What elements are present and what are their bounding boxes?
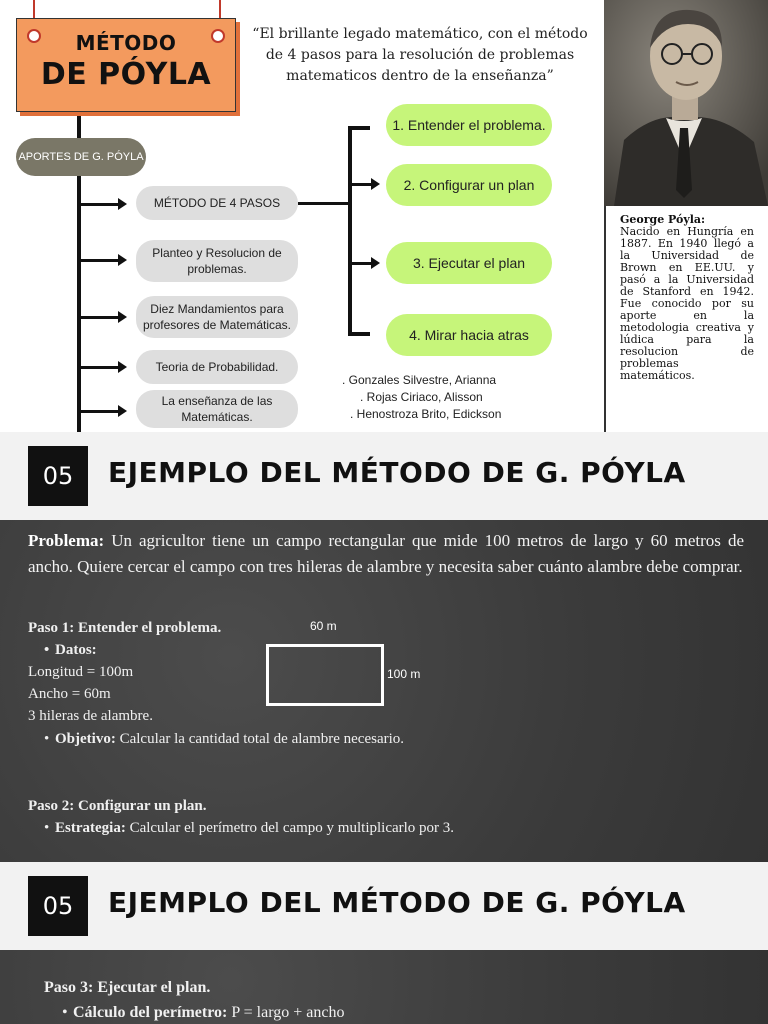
concept-map: [0, 0, 768, 432]
title-line-1: MÉTODO: [75, 31, 177, 55]
steps-bracket: [348, 126, 352, 336]
estrategia-line: [44, 817, 454, 839]
connector-line: [298, 202, 350, 205]
section-header: [0, 432, 768, 520]
objetivo-line: [44, 728, 404, 750]
step-4: 4. Mirar hacia atras: [386, 314, 552, 356]
arrow-icon: [81, 203, 121, 206]
item-probabilidad: Teoria de Probabilidad.: [136, 350, 298, 384]
section-number: 05: [28, 446, 88, 506]
diagram-width-label: 60 m: [310, 619, 337, 633]
bio-name: George Póyla:: [620, 213, 706, 226]
portrait-photo: [604, 0, 768, 206]
title-card: [16, 18, 236, 112]
datos-label: • Datos:: [44, 639, 97, 661]
arrow-icon: [81, 259, 121, 262]
objetivo-label: Objetivo:: [55, 731, 116, 747]
portrait-illustration: [604, 0, 768, 206]
section-title: EJEMPLO DEL MÉTODO DE G. PÓYLA: [108, 886, 686, 919]
step-1: 1. Entender el problema.: [386, 104, 552, 146]
ancho-value: Ancho = 60m: [28, 686, 111, 702]
diagram-length-label: 100 m: [387, 667, 421, 681]
calculo-line: [62, 1002, 344, 1024]
step-3: 3. Ejecutar el plan: [386, 242, 552, 284]
estrategia-text: Calcular el perímetro del campo y multiplicarlo por 3.: [125, 820, 455, 836]
pin-icon: [211, 29, 225, 43]
arrow-icon: [352, 262, 374, 265]
chalkboard-1: [0, 520, 768, 862]
step-2: 2. Configurar un plan: [386, 164, 552, 206]
arrow-icon: [81, 316, 121, 319]
section-header: [0, 862, 768, 950]
aportes-pill: APORTES DE G. PÓYLA: [16, 138, 146, 176]
chalkboard-2: [0, 950, 768, 1024]
calculo-label: Cálculo del perímetro:: [73, 1004, 228, 1021]
paso-3-heading: Paso 3: Ejecutar el plan.: [44, 979, 211, 996]
problem-label: Problema:: [28, 531, 105, 550]
item-diez-mandamientos: Diez Mandamientos para profesores de Matemáticas.: [136, 296, 298, 338]
field-rectangle-diagram: [266, 644, 384, 706]
hileras-value: 3 hileras de alambre.: [28, 708, 153, 724]
longitud-value: Longitud = 100m: [28, 664, 134, 680]
problem-statement: [28, 528, 744, 580]
author: . Gonzales Silvestre, Arianna: [342, 373, 497, 387]
title-line-2: DE PÓYLA: [40, 57, 212, 92]
estrategia-label: Estrategia:: [55, 820, 126, 836]
paso-2-heading: Paso 2: Configurar un plan.: [28, 798, 207, 814]
section-title: EJEMPLO DEL MÉTODO DE G. PÓYLA: [108, 456, 686, 489]
bio-card: [604, 206, 768, 432]
author: . Rojas Ciriaco, Alisson: [360, 390, 483, 404]
bio-text: Nacido en Hungría en 1887. En 1940 llegó a la Universidad de Brown en EE.UU. y pasó a la Universidad de Stanford en 1942. Fue conocido por su aporte en la metodologia creativa y lúdica para la resolucion de problemas matemáticos.: [620, 225, 754, 382]
calculo-text: P = largo + ancho: [227, 1004, 345, 1021]
bracket-tick: [348, 332, 370, 336]
problem-text: Un agricultor tiene un campo rectangular que mide 100 metros de largo y 60 metros de ancho. Quiere cercar el campo con tres hileras de alambre y necesita saber cuánto alambre debe comprar.: [28, 531, 744, 576]
arrow-icon: [352, 183, 374, 186]
item-ensenanza: La enseñanza de las Matemáticas.: [136, 390, 298, 428]
authors-list: [342, 372, 522, 423]
pin-icon: [27, 29, 41, 43]
paso-1-heading: Paso 1: Entender el problema.: [28, 620, 222, 636]
quote: “El brillante legado matemático, con el método de 4 pasos para la resolución de problemas matematicos dentro de la enseñanza”: [252, 26, 588, 84]
section-number: 05: [28, 876, 88, 936]
arrow-icon: [81, 366, 121, 369]
author: . Henostroza Brito, Edickson: [350, 407, 502, 421]
arrow-icon: [81, 410, 121, 413]
item-metodo-4-pasos: MÉTODO DE 4 PASOS: [136, 186, 298, 220]
objetivo-text: Calcular la cantidad total de alambre necesario.: [115, 731, 405, 747]
item-planteo: Planteo y Resolucion de problemas.: [136, 240, 298, 282]
bracket-tick: [348, 126, 370, 130]
